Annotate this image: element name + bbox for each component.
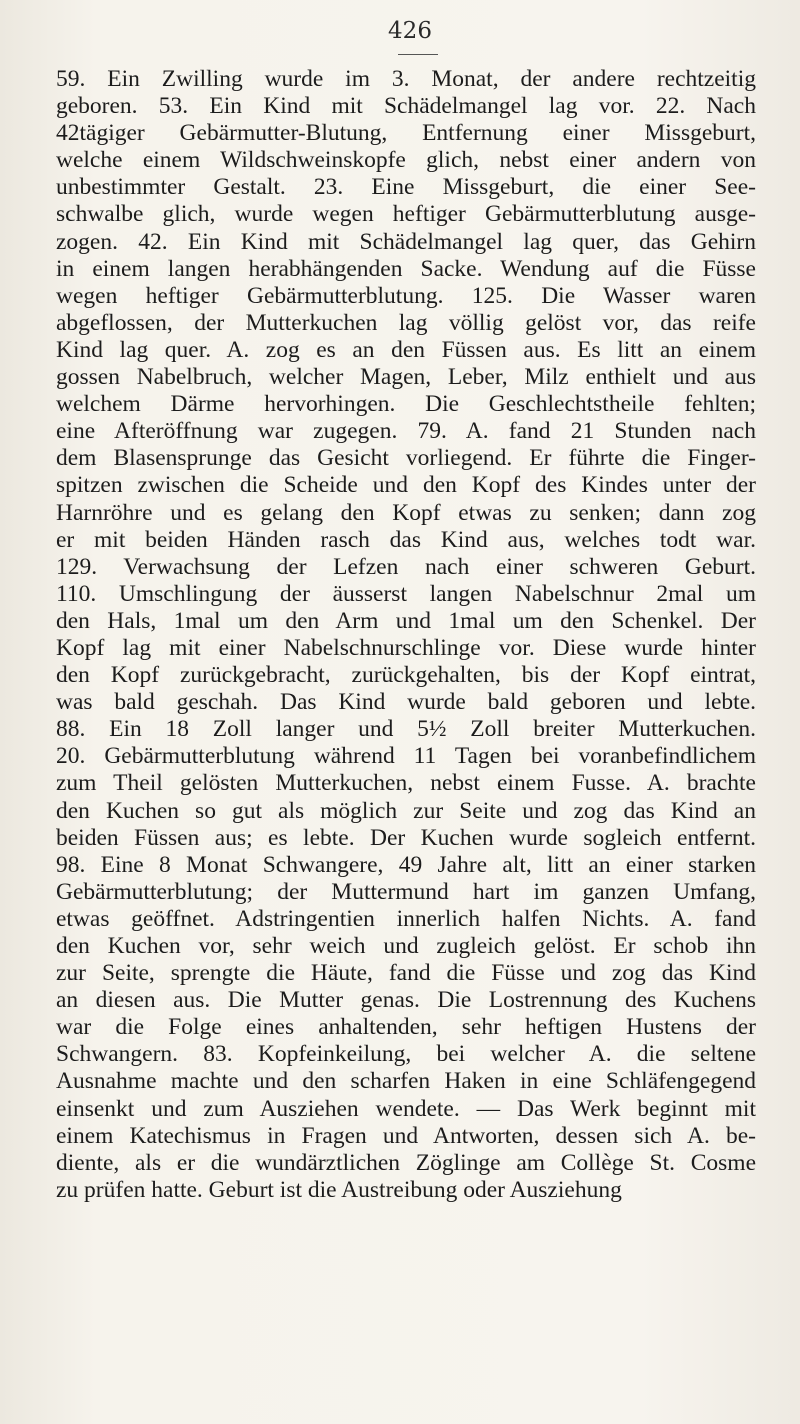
body-text: [56, 66, 756, 1204]
header-rule: [398, 54, 438, 55]
text-line: 98. Eine 8 Monat Schwangere, 49 Jahre alt, litt an einer starken: [56, 851, 756, 878]
text-line: Kopf lag mit einer Nabelschnurschlinge vor. Diese wurde hinter: [56, 634, 756, 661]
text-line: einsenkt und zum Ausziehen wendete. — Das Werk beginnt mit: [56, 1095, 756, 1122]
text-line: zogen. 42. Ein Kind mit Schädelmangel lag quer, das Gehirn: [56, 228, 756, 255]
text-line: unbestimmter Gestalt. 23. Eine Missgeburt, die einer See-: [56, 174, 756, 201]
text-line: er mit beiden Händen rasch das Kind aus, welches todt war.: [56, 526, 756, 553]
text-line: Schwangern. 83. Kopfeinkeilung, bei welcher A. die seltene: [56, 1041, 756, 1068]
page-number: 426: [388, 18, 432, 44]
text-line: schwalbe glich, wurde wegen heftiger Gebärmutterblutung ausge-: [56, 201, 756, 228]
text-line: den Kuchen vor, sehr weich und zugleich gelöst. Er schob ihn: [56, 933, 756, 959]
text-line: diente, als er die wundärztlichen Zöglinge am Collège St. Cosme: [56, 1149, 756, 1176]
text-line: welchem Därme hervorhingen. Die Geschlechtstheile fehlten;: [56, 391, 756, 418]
text-line: 59. Ein Zwilling wurde im 3. Monat, der andere rechtzeitig: [56, 66, 756, 92]
text-line: Kind lag quer. A. zog es an den Füssen aus. Es litt an einem: [56, 336, 756, 363]
text-line: den Hals, 1mal um den Arm und 1mal um den Schenkel. Der: [56, 607, 756, 634]
text-line: war die Folge eines anhaltenden, sehr heftigen Hustens der: [56, 1014, 756, 1041]
text-line: den Kuchen so gut als möglich zur Seite und zog das Kind an: [56, 797, 756, 824]
text-line: was bald geschah. Das Kind wurde bald geboren und lebte.: [56, 689, 756, 716]
text-line: in einem langen herabhängenden Sacke. Wendung auf die Füsse: [56, 255, 756, 282]
text-line: eine Afteröffnung war zugegen. 79. A. fand 21 Stunden nach: [56, 418, 756, 445]
text-line: Ausnahme machte und den scharfen Haken in eine Schläfengegend: [56, 1068, 756, 1095]
text-line: wegen heftiger Gebärmutterblutung. 125. Die Wasser waren: [56, 282, 756, 309]
text-line: Harnröhre und es gelang den Kopf etwas zu senken; dann zog: [56, 499, 756, 526]
text-line: zu prüfen hatte. Geburt ist die Austreibung oder Ausziehung: [56, 1176, 622, 1203]
text-line: 42tägiger Gebärmutter-Blutung, Entfernung einer Missgeburt,: [56, 120, 756, 147]
text-line: an diesen aus. Die Mutter genas. Die Lostrennung des Kuchens: [56, 987, 756, 1014]
text-line: den Kopf zurückgebracht, zurückgehalten, bis der Kopf eintrat,: [56, 662, 756, 689]
text-line: zur Seite, sprengte die Häute, fand die Füsse und zog das Kind: [56, 960, 756, 987]
text-line: beiden Füssen aus; es lebte. Der Kuchen wurde sogleich entfernt.: [56, 824, 756, 851]
text-line: einem Katechismus in Fragen und Antworten, dessen sich A. be-: [56, 1122, 756, 1149]
text-line: zum Theil gelösten Mutterkuchen, nebst einem Fusse. A. brachte: [56, 770, 756, 797]
text-line: 88. Ein 18 Zoll langer und 5½ Zoll breiter Mutterkuchen.: [56, 716, 756, 743]
text-line: dem Blasensprunge das Gesicht vorliegend. Er führte die Finger-: [56, 445, 756, 472]
text-line: 110. Umschlingung der äusserst langen Nabelschnur 2mal um: [56, 580, 756, 607]
text-line: abgeflossen, der Mutterkuchen lag völlig gelöst vor, das reife: [56, 309, 756, 336]
text-line: etwas geöffnet. Adstringentien innerlich halfen Nichts. A. fand: [56, 905, 756, 932]
text-line: spitzen zwischen die Scheide und den Kopf des Kindes unter der: [56, 472, 756, 499]
text-line: 20. Gebärmutterblutung während 11 Tagen bei voranbefindlichem: [56, 743, 756, 770]
text-line: geboren. 53. Ein Kind mit Schädelmangel lag vor. 22. Nach: [56, 93, 756, 120]
text-line: 129. Verwachsung der Lefzen nach einer schweren Geburt.: [56, 553, 756, 580]
text-line: welche einem Wildschweinskopfe glich, nebst einer andern von: [56, 147, 756, 174]
text-line: Gebärmutterblutung; der Muttermund hart im ganzen Umfang,: [56, 878, 756, 905]
text-line: gossen Nabelbruch, welcher Magen, Leber, Milz enthielt und aus: [56, 364, 756, 391]
